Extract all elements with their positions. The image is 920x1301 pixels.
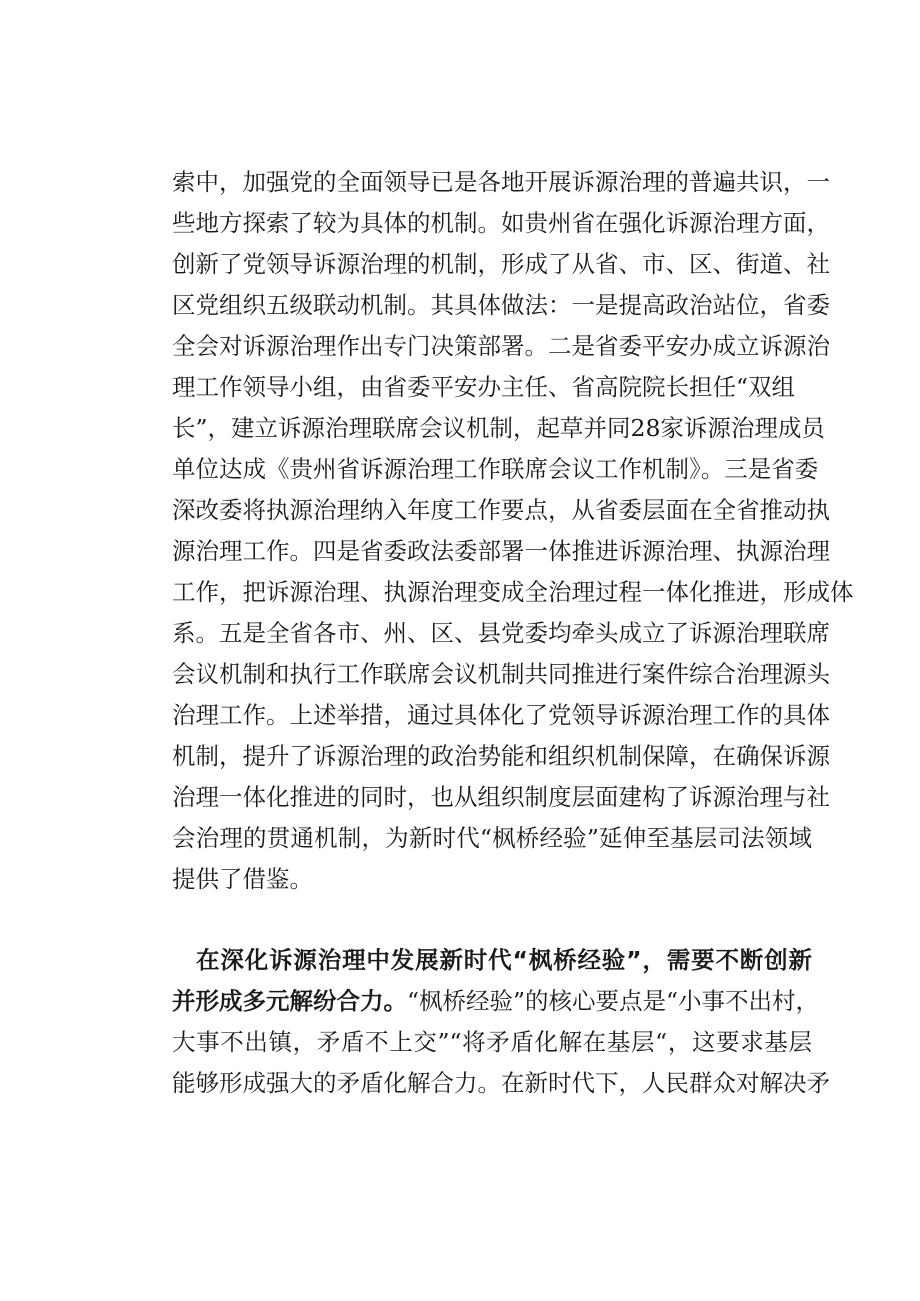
- paragraph-1-line-9: 深改委将执源治理纳入年度工作要点，从省委层面在全省推动执: [172, 496, 830, 524]
- paragraph-1-line-12: 系。五是全省各市、州、区、县党委均牵头成立了诉源治理联席: [172, 619, 830, 647]
- paragraph-1-line-4: 区党组织五级联动机制。其具体做法：一是提高政治站位，省委: [172, 291, 830, 319]
- paragraph-1-line-1: 索中，加强党的全面领导已是各地开展诉源治理的普遍共识，一: [172, 168, 830, 196]
- paragraph-1-line-13: 会议机制和执行工作联席会议机制共同推进行案件综合治理源头: [172, 660, 830, 688]
- paragraph-1-line-16: 治理一体化推进的同时，也从组织制度层面建构了诉源治理与社: [172, 783, 830, 811]
- paragraph-1-line-2: 些地方探索了较为具体的机制。如贵州省在强化诉源治理方面，: [172, 209, 830, 237]
- paragraph-1-line-7: 长”，建立诉源治理联席会议机制，起草并同28家诉源治理成员: [172, 414, 825, 442]
- paragraph-1-line-14: 治理工作。上述举措，通过具体化了党领导诉源治理工作的具体: [172, 701, 830, 729]
- paragraph-1-line-6: 理工作领导小组，由省委平安办主任、省高院院长担任“双组: [172, 373, 796, 401]
- paragraph-1-line-8: 单位达成《贵州省诉源治理工作联席会议工作机制》。三是省委: [172, 455, 819, 483]
- paragraph-1-line-17: 会治理的贯通机制，为新时代“枫桥经验”延伸至基层司法领域: [172, 824, 812, 852]
- paragraph-1-line-15: 机制，提升了诉源治理的政治势能和组织机制保障，在确保诉源: [172, 742, 830, 770]
- paragraph-2-line-3: 大事不出镇，矛盾不上交”“将矛盾化解在基层“，这要求基层: [172, 1028, 812, 1056]
- paragraph-1-line-3: 创新了党领导诉源治理的机制，形成了从省、市、区、街道、社: [172, 250, 830, 278]
- paragraph-1-line-10: 源治理工作。四是省委政法委部署一体推进诉源治理、执源治理: [172, 537, 830, 565]
- paragraph-2-heading-line-1: 在深化诉源治理中发展新时代“枫桥经验”，需要不断创新: [196, 946, 812, 974]
- paragraph-2-heading-line-2: 并形成多元解纷合力。: [172, 987, 407, 1015]
- paragraph-1-line-5: 全会对诉源治理作出专门决策部署。二是省委平安办成立诉源治: [172, 332, 830, 360]
- paragraph-2-line-4: 能够形成强大的矛盾化解合力。在新时代下，人民群众对解决矛: [172, 1069, 830, 1097]
- paragraph-1-line-11: 工作，把诉源治理、执源治理变成全治理过程一体化推进，形成体: [172, 578, 854, 606]
- paragraph-2-line-2: [172, 986, 820, 1016]
- paragraph-1-line-18: 提供了借鉴。: [172, 865, 313, 893]
- paragraph-2-line-2-rest: “枫桥经验”的核心要点是“小事不出村，: [407, 987, 820, 1015]
